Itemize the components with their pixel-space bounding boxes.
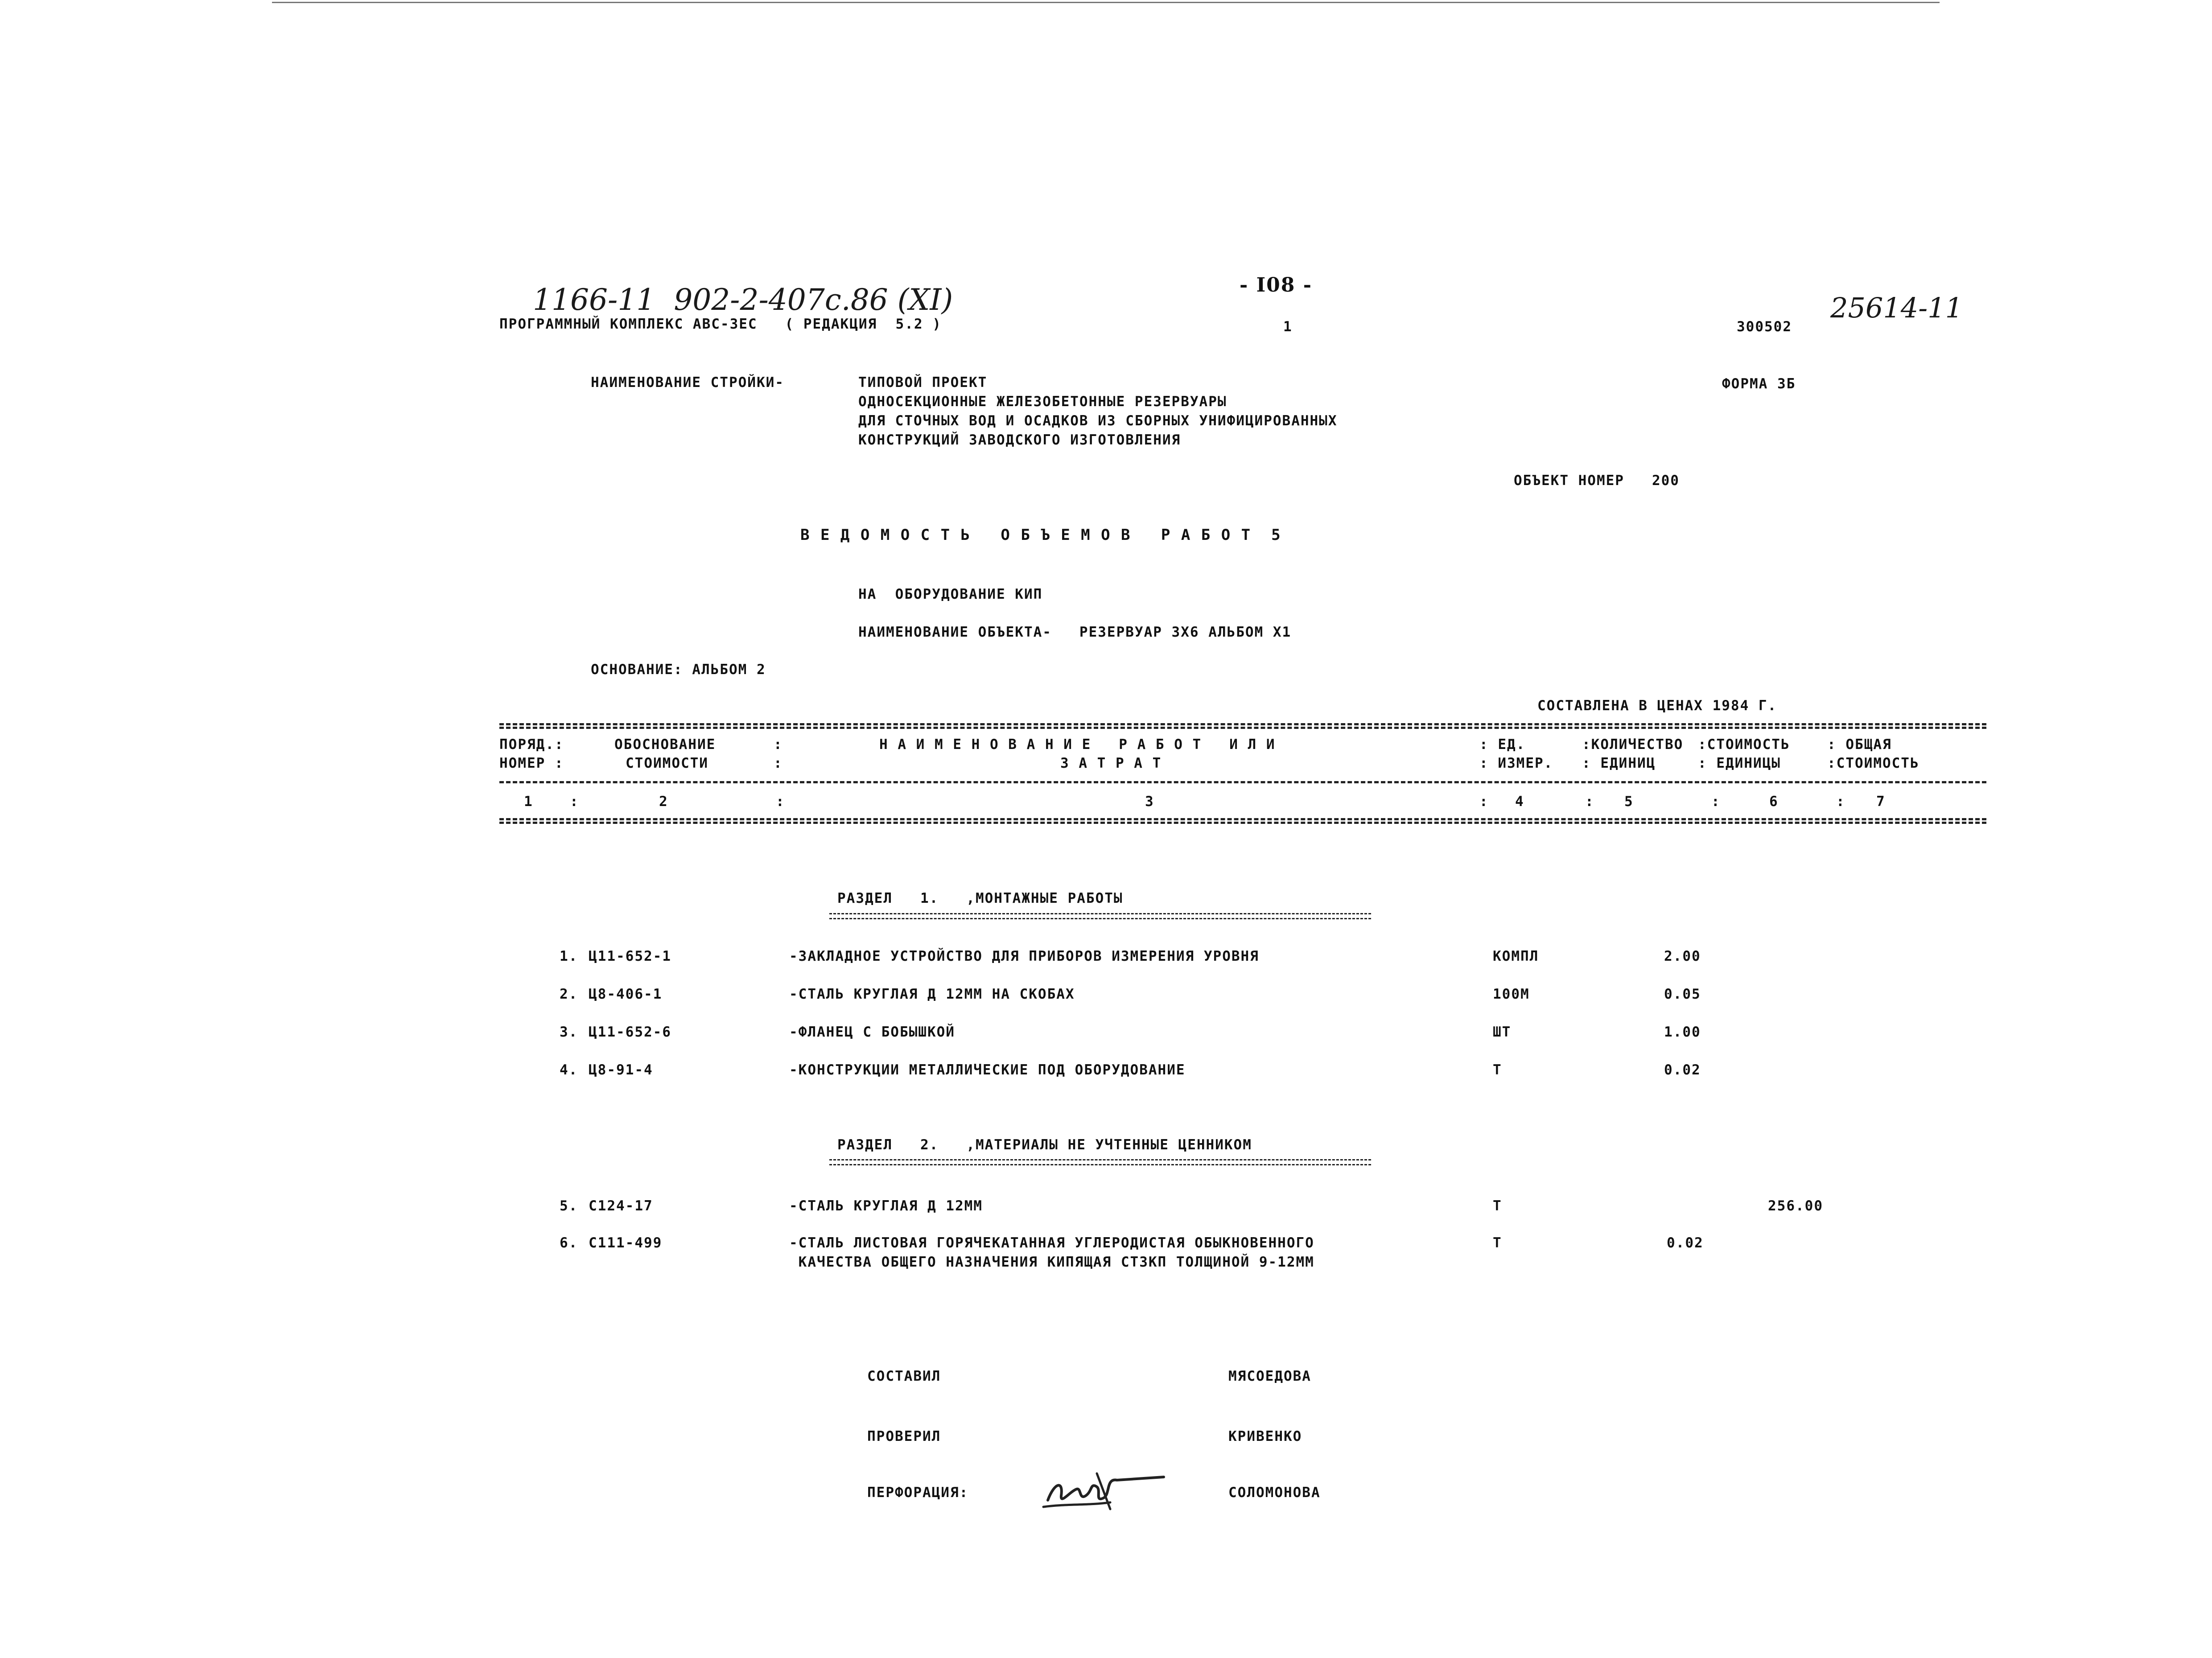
section-2-underline	[829, 1159, 1371, 1165]
row-number: 1.	[560, 948, 578, 964]
row-code: С111-499	[589, 1235, 663, 1251]
col-header-7-line-1: : ОБЩАЯ	[1827, 736, 1892, 753]
construction-line-1: ТИПОВОЙ ПРОЕКТ	[858, 374, 988, 391]
row-number: 6.	[560, 1235, 578, 1251]
col-header-2-line-2: СТОИМОСТИ	[626, 755, 708, 771]
row-code: С124-17	[589, 1198, 653, 1214]
col-header-5-line-2: : ЕДИНИЦ	[1582, 755, 1656, 771]
table-numbers-rule	[499, 818, 1986, 820]
table-numbers-rule-2	[499, 822, 1986, 824]
row-unit: КОМПЛ	[1493, 948, 1539, 964]
col-header-1-line-2: НОМЕР :	[499, 755, 564, 771]
col-header-6-line-1: :СТОИМОСТЬ	[1698, 736, 1790, 753]
signature-name: СОЛОМОНОВА	[1228, 1485, 1321, 1501]
col-header-4-line-1: : ЕД.	[1479, 736, 1526, 753]
col-separator: :	[1711, 794, 1721, 810]
signature-role: ПРОВЕРИЛ	[867, 1428, 941, 1444]
row-unit: ШТ	[1493, 1024, 1512, 1040]
col-number-2: 2	[659, 794, 668, 810]
form-label: ФОРМА 3Б	[1722, 376, 1796, 392]
col-number-7: 7	[1876, 794, 1886, 810]
col-header-4-line-2: : ИЗМЕР.	[1479, 755, 1553, 771]
row-unit: Т	[1493, 1062, 1502, 1078]
signature-role: ПЕРФОРАЦИЯ:	[867, 1485, 969, 1501]
document-subtitle: НА ОБОРУДОВАНИЕ КИП	[858, 586, 1043, 602]
row-quantity: 0.02	[1667, 1235, 1704, 1251]
page-number: - I08 -	[1240, 274, 1312, 296]
construction-line-3: ДЛЯ СТОЧНЫХ ВОД И ОСАДКОВ ИЗ СБОРНЫХ УНИФИЦИРОВАННЫХ	[858, 413, 1338, 429]
row-number: 4.	[560, 1062, 578, 1078]
sheet-number: 1	[1283, 319, 1293, 335]
col-separator: :	[1479, 794, 1489, 810]
document-title: В Е Д О М О С Т Ь О Б Ъ Е М О В Р А Б О Т 5	[800, 526, 1281, 544]
section-2-title: РАЗДЕЛ 2. ,МАТЕРИАЛЫ НЕ УЧТЕННЫЕ ЦЕННИКОМ	[837, 1137, 1252, 1153]
handwritten-reference: 1166-11 902-2-407с.86 (XI)	[533, 283, 953, 317]
col-number-5: 5	[1624, 794, 1634, 810]
row-name: -СТАЛЬ КРУГЛАЯ Д 12ММ НА СКОБАХ	[789, 986, 1075, 1002]
row-quantity: 1.00	[1664, 1024, 1701, 1040]
row-code: Ц8-91-4	[589, 1062, 653, 1078]
row-name: -ЗАКЛАДНОЕ УСТРОЙСТВО ДЛЯ ПРИБОРОВ ИЗМЕРЕНИЯ УРОВНЯ	[789, 948, 1259, 964]
row-quantity: 0.02	[1664, 1062, 1701, 1078]
col-separator: :	[774, 736, 783, 753]
col-header-3-line-1: Н А И М Е Н О В А Н И Е Р А Б О Т И Л И	[879, 736, 1276, 753]
col-number-3: 3	[1145, 794, 1154, 810]
table-top-rule	[499, 723, 1986, 725]
row-code: Ц11-652-6	[589, 1024, 671, 1040]
col-header-2-line-1: ОБОСНОВАНИЕ	[614, 736, 716, 753]
col-separator: :	[1585, 794, 1594, 810]
row-quantity: 0.05	[1664, 986, 1701, 1002]
col-header-3-line-2: З А Т Р А Т	[1060, 755, 1162, 771]
table-header-rule	[499, 781, 1986, 783]
construction-line-2: ОДНОСЕКЦИОННЫЕ ЖЕЛЕЗОБЕТОННЫЕ РЕЗЕРВУАРЫ	[858, 394, 1227, 410]
col-separator: :	[776, 794, 785, 810]
signature-name: КРИВЕНКО	[1228, 1428, 1302, 1444]
row-unit-price: 256.00	[1768, 1198, 1823, 1214]
handwritten-document-number: 25614-11	[1830, 292, 1963, 324]
row-code: Ц11-652-1	[589, 948, 671, 964]
basis: ОСНОВАНИЕ: АЛЬБОМ 2	[591, 662, 766, 678]
row-name: -СТАЛЬ КРУГЛАЯ Д 12ММ	[789, 1198, 983, 1214]
table-top-rule-2	[499, 727, 1986, 729]
signature-role: СОСТАВИЛ	[867, 1368, 941, 1384]
col-number-4: 4	[1515, 794, 1524, 810]
col-separator: :	[570, 794, 579, 810]
top-border-line	[272, 2, 1940, 3]
col-separator: :	[1836, 794, 1845, 810]
col-number-1: 1	[524, 794, 533, 810]
program-line: ПРОГРАММНЫЙ КОМПЛЕКС АВС-3ЕС ( РЕДАКЦИЯ 5.2 )	[499, 316, 942, 332]
object-number: ОБЪЕКТ НОМЕР 200	[1514, 473, 1680, 489]
col-header-1-line-1: ПОРЯД.:	[499, 736, 564, 753]
document-code: 300502	[1737, 319, 1792, 335]
row-number: 2.	[560, 986, 578, 1002]
row-name: -ФЛАНЕЦ С БОБЫШКОЙ	[789, 1024, 955, 1040]
row-name: -КОНСТРУКЦИИ МЕТАЛЛИЧЕСКИЕ ПОД ОБОРУДОВАНИЕ	[789, 1062, 1186, 1078]
object-name: НАИМЕНОВАНИЕ ОБЪЕКТА- РЕЗЕРВУАР 3Х6 АЛЬБОМ Х1	[858, 624, 1292, 640]
row-unit: Т	[1493, 1198, 1502, 1214]
row-number: 3.	[560, 1024, 578, 1040]
price-basis: СОСТАВЛЕНА В ЦЕНАХ 1984 Г.	[1537, 698, 1777, 714]
row-name-continued: КАЧЕСТВА ОБЩЕГО НАЗНАЧЕНИЯ КИПЯЩАЯ СТ3КП ТОЛЩИНОЙ 9-12ММ	[789, 1254, 1314, 1270]
row-quantity: 2.00	[1664, 948, 1701, 964]
construction-line-4: КОНСТРУКЦИЙ ЗАВОДСКОГО ИЗГОТОВЛЕНИЯ	[858, 432, 1181, 448]
row-code: Ц8-406-1	[589, 986, 663, 1002]
section-1-underline	[829, 913, 1371, 919]
col-header-6-line-2: : ЕДИНИЦЫ	[1698, 755, 1781, 771]
row-name: -СТАЛЬ ЛИСТОВАЯ ГОРЯЧЕКАТАННАЯ УГЛЕРОДИСТАЯ ОБЫКНОВЕННОГО	[789, 1235, 1314, 1251]
row-unit: Т	[1493, 1235, 1502, 1251]
col-header-7-line-2: :СТОИМОСТЬ	[1827, 755, 1920, 771]
row-number: 5.	[560, 1198, 578, 1214]
col-number-6: 6	[1769, 794, 1779, 810]
col-header-5-line-1: :КОЛИЧЕСТВО	[1582, 736, 1684, 753]
section-1-title: РАЗДЕЛ 1. ,МОНТАЖНЫЕ РАБОТЫ	[837, 890, 1123, 906]
handwritten-signature-icon	[1039, 1465, 1168, 1514]
construction-label: НАИМЕНОВАНИЕ СТРОЙКИ-	[591, 374, 784, 391]
signature-name: МЯСОЕДОВА	[1228, 1368, 1311, 1384]
row-unit: 100М	[1493, 986, 1530, 1002]
col-separator: :	[774, 755, 783, 771]
